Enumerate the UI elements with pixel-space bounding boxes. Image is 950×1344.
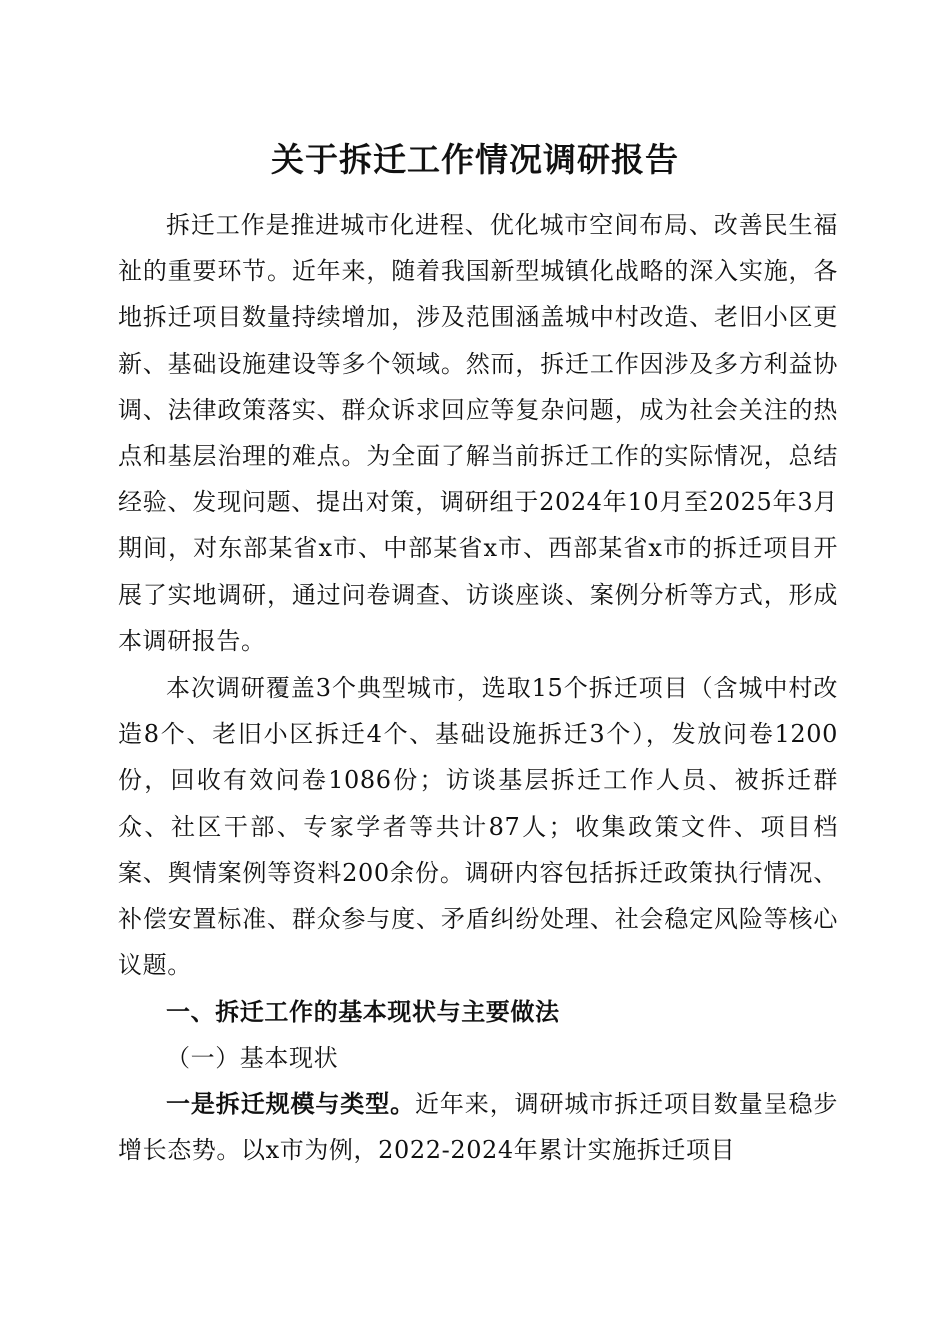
document-title: 关于拆迁工作情况调研报告 — [271, 140, 679, 179]
intro-paragraph: 拆迁工作是推进城市化进程、优化城市空间布局、改善民生福祉的重要环节。近年来，随着我国新型城镇化战略的深入实施，各地拆迁项目数量持续增加，涉及范围涵盖城中村改造、老旧小区更新、基础设施建设等多个领域。然而，拆迁工作因涉及多方利益协调、法律政策落实、群众诉求回应等复杂问题，成为社会关注的热点和基层治理的难点。为全面了解当前拆迁工作的实际情况，总结经验、发现问题、提出对策，调研组于2024年10月至2025年3月期间，对东部某省x市、中部某省x市、西部某省x市的拆迁项目开展了实地调研，通过问卷调查、访谈座谈、案例分析等方式，形成本调研报告。 — [118, 211, 838, 655]
paragraph-body: 近年来，调研城市拆迁项目数量呈稳步增长态势。以x市为例，2022-2024年累计实施拆迁项目 — [118, 1090, 838, 1165]
section-heading: 一、拆迁工作的基本现状与主要做法 — [166, 998, 560, 1026]
survey-scope-paragraph: 本次调研覆盖3个典型城市，选取15个拆迁项目（含城中村改造8个、老旧小区拆迁4个、基础设施拆迁3个），发放问卷1200份，回收有效问卷1086份；访谈基层拆迁工作人员、被拆迁群众、社区干部、专家学者等共计87人；收集政策文件、项目档案、舆情案例等资料200余份。调研内容包括拆迁政策执行情况、补偿安置标准、群众参与度、矛盾纠纷处理、社会稳定风险等核心议题。 — [118, 674, 838, 980]
status-paragraph — [118, 1081, 838, 1173]
subsection-heading: （一）基本现状 — [166, 1044, 339, 1072]
paragraph-lead: 一是拆迁规模与类型。 — [166, 1089, 415, 1118]
